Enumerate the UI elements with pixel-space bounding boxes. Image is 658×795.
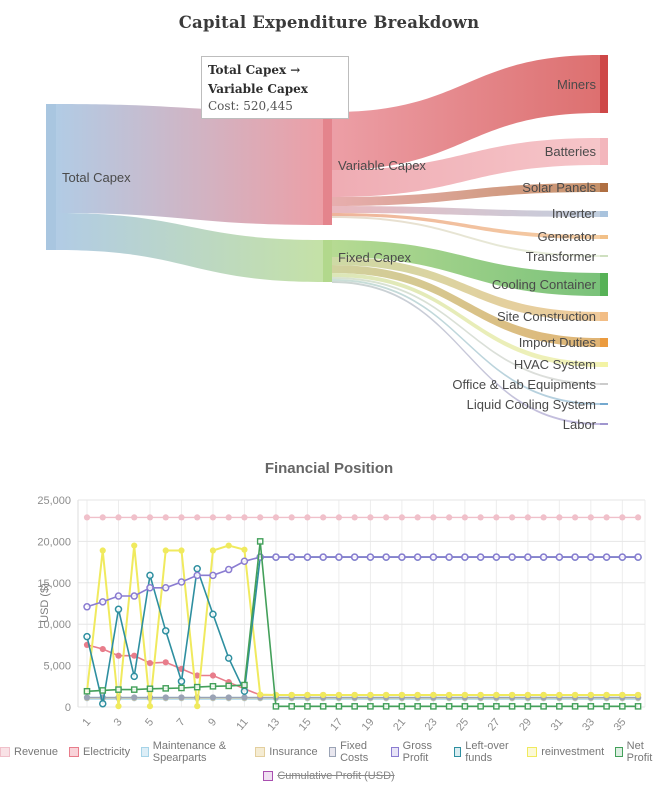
svg-text:3: 3	[111, 716, 125, 729]
svg-text:0: 0	[64, 702, 71, 714]
sankey-node-miners[interactable]	[600, 55, 608, 113]
legend-item-insurance[interactable]	[255, 746, 317, 758]
svg-text:5: 5	[143, 716, 157, 729]
sankey-node-label-total: Total Capex	[62, 170, 131, 185]
legend-swatch-insurance	[255, 747, 265, 757]
sankey-node-label-site: Site Construction	[497, 309, 596, 324]
sankey-node-office[interactable]	[600, 383, 608, 385]
svg-text:13: 13	[265, 716, 283, 734]
svg-text:10,000: 10,000	[37, 619, 71, 632]
legend-swatch-gross-profit	[391, 747, 399, 757]
sankey-node-label-hvac: HVAC System	[513, 357, 596, 372]
legend-label-insurance: Insurance	[269, 746, 318, 758]
svg-text:20,000: 20,000	[37, 536, 71, 549]
legend-swatch-maintenance-spearparts	[141, 747, 149, 757]
y-axis-label: USD ($)	[39, 583, 51, 623]
svg-text:17: 17	[328, 716, 346, 734]
legend-row-2	[0, 770, 658, 782]
svg-text:11: 11	[234, 716, 251, 733]
legend-swatch-electricity	[69, 747, 79, 757]
legend-item-electricity[interactable]	[69, 746, 130, 758]
legend-item-net-profit[interactable]	[615, 740, 658, 764]
sankey-node-label-labor: Labor	[562, 417, 596, 432]
series-gross-profit[interactable]	[84, 554, 641, 610]
legend-label-net-profit: Net Profit	[626, 740, 653, 764]
svg-text:35: 35	[611, 716, 629, 734]
legend-swatch-reinvestment	[527, 747, 537, 757]
svg-text:19: 19	[359, 716, 377, 734]
legend-item-gross-profit[interactable]	[391, 740, 443, 764]
svg-text:1: 1	[80, 716, 94, 729]
svg-text:29: 29	[517, 716, 535, 734]
tooltip-title: Total Capex → Variable Capex	[208, 63, 308, 96]
svg-text:15,000: 15,000	[37, 577, 71, 590]
legend-swatch-cumulative-profit-usd	[263, 771, 273, 781]
legend-row-1	[0, 740, 658, 764]
sankey-node-hvac[interactable]	[600, 362, 608, 367]
sankey-node-variable[interactable]	[323, 112, 332, 225]
sankey-node-transformer[interactable]	[600, 255, 608, 257]
legend-item-maintenance-spearparts[interactable]	[141, 740, 244, 764]
financial-chart-title: Financial Position	[264, 460, 394, 477]
legend-swatch-left-over-funds	[454, 747, 462, 757]
legend-item-left-over-funds[interactable]	[454, 740, 517, 764]
sankey-node-label-transformer: Transformer	[525, 249, 596, 264]
legend-label-fixed-costs: Fixed Costs	[340, 740, 369, 764]
legend-label-cumulative-profit-usd: Cumulative Profit (USD)	[277, 770, 395, 782]
sankey-node-label-variable: Variable Capex	[338, 158, 426, 173]
legend-item-fixed-costs[interactable]	[329, 740, 381, 764]
svg-text:21: 21	[391, 716, 409, 734]
sankey-tooltip	[201, 56, 349, 119]
svg-text:27: 27	[485, 716, 503, 734]
legend-label-maintenance-spearparts: Maintenance & Spearparts	[152, 740, 227, 764]
sankey-node-batteries[interactable]	[600, 138, 608, 165]
tooltip-cost: Cost: 520,445	[208, 99, 293, 114]
svg-text:15: 15	[296, 716, 314, 734]
svg-text:23: 23	[422, 716, 440, 734]
svg-text:33: 33	[580, 716, 598, 734]
legend-label-revenue: Revenue	[14, 746, 59, 758]
sankey-node-label-solar: Solar Panels	[522, 180, 596, 195]
legend-item-cumulative-profit-usd[interactable]	[263, 770, 394, 782]
sankey-node-label-liquid: Liquid Cooling System	[466, 397, 596, 412]
x-axis-ticks	[80, 716, 628, 733]
sankey-node-label-office: Office & Lab Equipments	[452, 377, 596, 392]
legend-item-reinvestment[interactable]	[527, 746, 604, 758]
sankey-node-generator[interactable]	[600, 235, 608, 239]
gridlines	[78, 500, 645, 707]
sankey-node-label-miners: Miners	[556, 77, 596, 92]
svg-text:25: 25	[454, 716, 472, 734]
sankey-node-inverter[interactable]	[600, 211, 608, 217]
sankey-node-label-cooling: Cooling Container	[491, 277, 596, 292]
sankey-node-total[interactable]	[46, 104, 56, 250]
legend-label-reinvestment: reinvestment	[541, 746, 605, 758]
svg-text:7: 7	[174, 716, 188, 729]
sankey-node-cooling[interactable]	[600, 273, 608, 296]
series-revenue[interactable]	[84, 514, 641, 520]
legend-label-gross-profit: Gross Profit	[402, 740, 432, 764]
sankey-node-site[interactable]	[600, 312, 608, 321]
sankey-node-solar[interactable]	[600, 183, 608, 192]
financial-chart[interactable]	[0, 485, 658, 735]
sankey-node-labor[interactable]	[600, 423, 608, 425]
sankey-node-label-import: Import Duties	[518, 335, 596, 350]
svg-text:31: 31	[548, 716, 566, 734]
sankey-flow-total-variable[interactable]	[56, 104, 323, 225]
svg-text:5,000: 5,000	[43, 660, 71, 673]
legend-swatch-net-profit	[615, 747, 622, 757]
chart-legend	[0, 740, 658, 788]
sankey-title: Capital Expenditure Breakdown	[178, 13, 480, 32]
legend-swatch-revenue	[0, 747, 10, 757]
legend-item-revenue[interactable]	[0, 746, 58, 758]
sankey-node-label-batteries: Batteries	[544, 144, 596, 159]
legend-swatch-fixed-costs	[329, 747, 337, 757]
series-reinvestment[interactable]	[84, 542, 641, 709]
sankey-node-label-generator: Generator	[537, 229, 596, 244]
sankey-node-liquid[interactable]	[600, 403, 608, 405]
series-left-over-funds[interactable]	[84, 554, 641, 707]
sankey-node-label-inverter: Inverter	[551, 206, 596, 221]
svg-text:25,000: 25,000	[37, 495, 71, 507]
sankey-node-fixed[interactable]	[323, 240, 332, 282]
svg-text:9: 9	[206, 716, 220, 729]
sankey-node-import[interactable]	[600, 338, 608, 347]
sankey-node-label-fixed: Fixed Capex	[338, 250, 411, 265]
legend-label-electricity: Electricity	[83, 746, 131, 758]
legend-label-left-over-funds: Left-over funds	[465, 740, 509, 764]
